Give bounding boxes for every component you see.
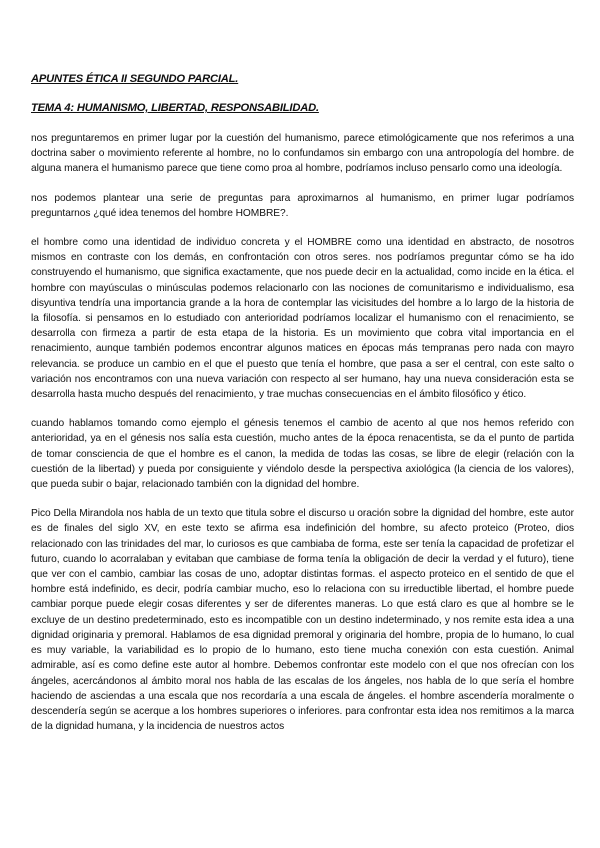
paragraph-pico-della-mirandola: Pico Della Mirandola nos habla de un texto que titula sobre el discurso u oración sobre la dignidad del hombre, este autor es de finales del siglo XV, en este texto se afirma esa indefinición del hombre, su afecto proteico (Proteo, dios relacionado con las trinidades del mar, lo curiosos es que cambiaba de forma, este ser tenía la capacidad de profetizar el futuro, cuando lo acorralaban y evitaban que cambiase de forma tenía la obligación de decir la verdad y el futuro), tiene que ver con el cambio, cambiar las cosas de uno, adoptar distintas formas. el aspecto proteico en el sentido de que el hombre está indefinido, es decir, podría cambiar mucho, eso lo relaciona con su irreductible libertad, el hombre puede cambiar porque puede elegir cosas diferentes y ser de diferentes maneras. Lo que está claro es que al hombre se le excluye de un destino predeterminado, esto es incompatible con un destino indeterminado, y nos remite esta idea a una dignidad originaria y premoral. Hablamos de esa dignidad premoral y originaria del hombre, propia de lo humano, lo cual es muy variable, la variabilidad es lo propio de lo humano, esto tiene mucha conexión con esta cuestión. Animal admirable, así es como define este autor al hombre. Debemos confrontar este modelo con el que nos ofrecían con los ángeles, acercándonos al ámbito moral nos habla de las escalas de los ángeles, nos habla de lo que sería el hombre haciendo de asciendas a una escala que nos recordaría a una escala de ángeles. el hombre ascendería moralmente o descendería según se acerque a los hombres superiores o inferiores. para confrontar esta idea nos remitimos a la marca de la dignidad humana, y la incidencia de nuestros actos — [31, 508, 574, 733]
document-title: APUNTES ÉTICA II SEGUNDO PARCIAL. — [31, 73, 239, 85]
paragraph-genesis: cuando hablamos tomando como ejemplo el génesis tenemos el cambio de acento al que nos hemos referido con anterioridad, ya en el génesis nos salía esta cuestión, mucho antes de la época renacentista, se da el punto de partida de tomar consciencia de que el hombre es el canon, la medida de todas las cosas, se libre de elegir (relación con la cuestión de la libertad) y pueda por consiguiente y viéndolo desde la perspectiva axiológica (la ciencia de los valores), que pueda subir o bajar, relacionado también con la dignidad del hombre. — [31, 418, 574, 491]
paragraph-preguntas: nos podemos plantear una serie de preguntas para aproximarnos al humanismo, en primer lugar podríamos preguntarnos ¿qué idea tenemos del hombre HOMBRE?. — [31, 192, 574, 219]
document-subtitle: TEMA 4: HUMANISMO, LIBERTAD, RESPONSABILIDAD. — [31, 102, 319, 114]
document-body — [31, 72, 574, 748]
paragraph-hombre-identidad: el hombre como una identidad de individuo concreta y el HOMBRE como una identidad en abstracto, de nosotros mismos en contraste con los demás, en confrontación con otros seres. nos podríamos preguntar cómo se ha ido construyendo el humanismo, que significa exactamente, que nos puede decir en la actualidad, como incide en la ética. el hombre con mayúsculas o minúsculas podemos relacionarlo con las nociones de comunitarismo e individualismo, esa disyuntiva tendría una importancia grande a la hora de contemplar las vicisitudes del hombre a lo largo de la historia de la filosofía. si pensamos en lo estudiado con anterioridad podríamos localizar el humanismo con el renacimiento, se desarrolla con firmeza a partir de esta etapa de la historia. Es un movimiento que cobra vital importancia en el renacimiento, aunque también podemos encontrar algunos matices en épocas más tempranas pero nada con mayro relevancia. se produce un cambio en el que el puesto que tenía el hombre, que pasa a ser el central, con este salto o variación nos encontramos con una nueva variación con respecto al ser humano, hay una nueva consideración esta se desarrolla hasta mucho después del renacimiento, y trae muchas consecuencias en el ámbito filosófico y ético. — [31, 237, 574, 401]
paragraph-humanismo-intro: nos preguntaremos en primer lugar por la cuestión del humanismo, parece etimológicamente que nos referimos a una doctrina saber o movimiento referente al hombre, no lo confundamos sin embargo con una antropología del hombre. de alguna manera el humanismo parece que tiene como proa al hombre, podríamos incluso pensarlo como una ideología. — [31, 133, 574, 175]
